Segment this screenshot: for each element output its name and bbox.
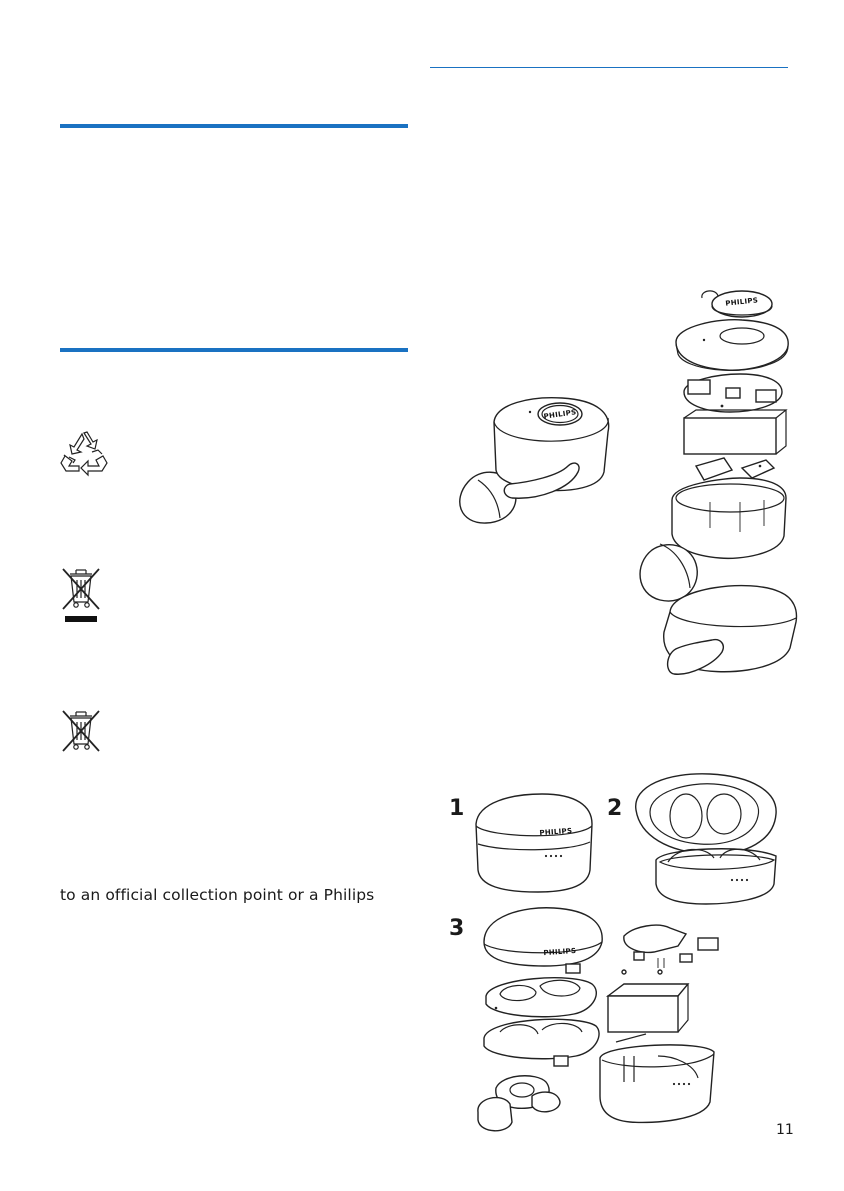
recycle-icon	[60, 430, 108, 474]
closed-case-illustration	[472, 792, 598, 894]
disc-brand-label: PHILIPS	[724, 296, 759, 308]
page-number: 11	[776, 1122, 794, 1138]
step-number-1: 1	[449, 796, 465, 821]
body-text-partial-line: to an official collection point or a Philips	[60, 886, 375, 904]
top-right-rule	[430, 67, 788, 68]
open-case-illustration	[628, 770, 784, 906]
case-3-brand-label: PHILIPS	[543, 946, 577, 958]
section-rule-2	[60, 348, 408, 352]
step-number-2: 2	[607, 796, 623, 821]
earbud-illustration	[450, 392, 620, 532]
earbud-brand-label: PHILIPS	[543, 408, 577, 421]
exploded-earbud-illustration	[630, 288, 800, 684]
disassembly-illustration	[474, 906, 724, 1138]
step-number-3: 3	[449, 916, 465, 941]
crossed-bin-with-bar-icon	[60, 566, 102, 624]
case-1-brand-label: PHILIPS	[539, 826, 573, 838]
crossed-bin-icon	[60, 708, 102, 754]
section-rule-1	[60, 124, 408, 128]
